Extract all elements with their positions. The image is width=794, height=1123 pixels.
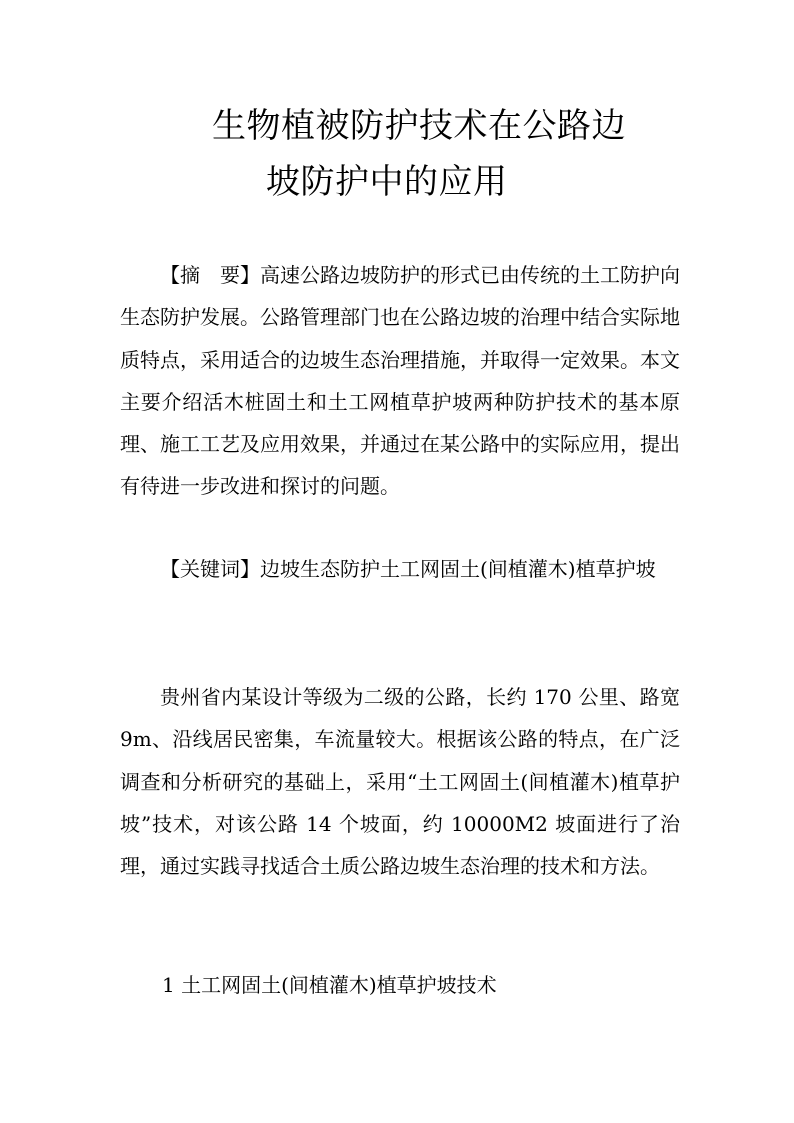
section-heading: 1 土工网固土(间植灌木)植草护坡技术 bbox=[162, 973, 497, 997]
keywords-paragraph: 【关键词】边坡生态防护土工网固土(间植灌木)植草护坡 bbox=[160, 557, 656, 581]
body-paragraph: 贵州省内某设计等级为二级的公路，长约 170 公里、路宽 9m、沿线居民密集，车流量较大。根据该公路的特点，在广泛调查和分析研究的基础上，采用“土工网固土(间植灌木)植草护坡”技术，对该公路 14 个坡面，约 10000M2 坡面进行了治理，通过实践寻找适合土质公路边坡生态治理的技术和方法。 bbox=[120, 685, 680, 879]
document-title bbox=[150, 98, 710, 210]
abstract-section bbox=[120, 254, 680, 508]
title-line-1: 生物植被防护技术在公路边 bbox=[212, 106, 626, 146]
title-line-2: 坡防护中的应用 bbox=[266, 162, 508, 202]
body-section bbox=[120, 676, 680, 887]
abstract-paragraph: 【摘 要】高速公路边坡防护的形式已由传统的土工防护向生态防护发展。公路管理部门也在公路边坡的治理中结合实际地质特点，采用适合的边坡生态治理措施，并取得一定效果。本文主要介绍活木桩固土和土工网植草护坡两种防护技术的基本原理、施工工艺及应用效果，并通过在某公路中的实际应用，提出有待进一步改进和探讨的问题。 bbox=[120, 263, 680, 499]
keywords-section bbox=[120, 548, 680, 590]
